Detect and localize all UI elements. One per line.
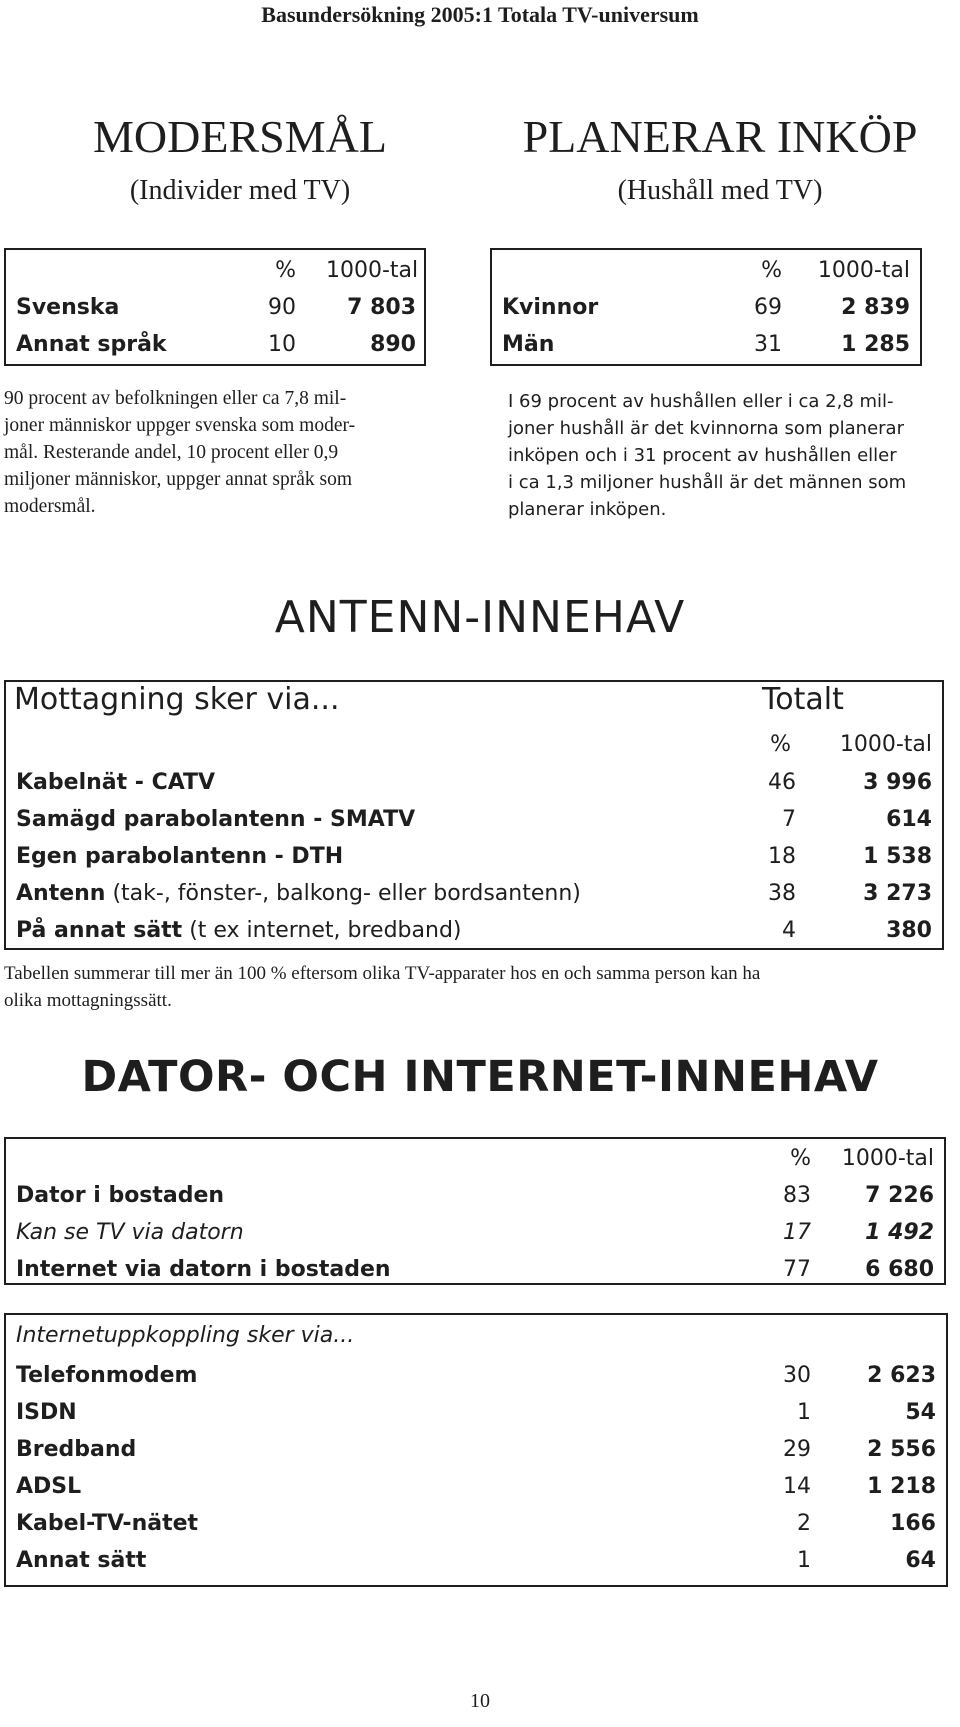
text-line: modersmål. <box>4 496 96 517</box>
row-label: Kan se TV via datorn <box>16 1220 244 1245</box>
row-label: Telefonmodem <box>16 1363 198 1388</box>
text-line: 90 procent av befolkningen eller ca 7,8 mil- <box>4 388 347 409</box>
row-pct: 30 <box>783 1363 811 1388</box>
row-label <box>16 770 215 795</box>
antenn-title: ANTENN-INNEHAV <box>274 592 686 643</box>
row-num: 54 <box>905 1400 936 1425</box>
row-pct: 7 <box>782 807 796 832</box>
col-pct-header: % <box>275 258 296 283</box>
row-pct: 83 <box>783 1183 811 1208</box>
antenn-table <box>4 680 944 950</box>
row-label-main: Egen parabolantenn - DTH <box>16 844 344 869</box>
row-label: Kabel-TV-nätet <box>16 1511 199 1536</box>
row-num: 1 538 <box>863 844 932 869</box>
row-label: ISDN <box>16 1400 77 1425</box>
row-label: Internet via datorn i bostaden <box>16 1257 391 1282</box>
row-label: ADSL <box>16 1474 82 1499</box>
row-label <box>16 918 462 943</box>
planerar-table <box>490 248 922 366</box>
row-label-main: Kabelnät - CATV <box>16 770 216 795</box>
row-label-main: På annat sätt <box>16 918 183 943</box>
row-num: 6 680 <box>865 1257 934 1282</box>
row-label <box>16 807 415 832</box>
col-num-header: 1000-tal <box>839 732 932 757</box>
row-label: Svenska <box>16 295 120 320</box>
row-pct: 69 <box>754 295 782 320</box>
text-line: joner människor uppger svenska som moder- <box>4 415 356 436</box>
dator-table <box>4 1137 946 1285</box>
internet-table <box>4 1313 948 1587</box>
row-label-main: Antenn <box>16 881 106 906</box>
row-label: Dator i bostaden <box>16 1183 225 1208</box>
col-num-header: 1000-tal <box>817 258 910 283</box>
row-pct: 1 <box>797 1548 811 1573</box>
row-pct: 38 <box>768 881 796 906</box>
col-num-header: 1000-tal <box>841 1146 934 1171</box>
row-pct: 14 <box>783 1474 811 1499</box>
text-line: olika mottagningssätt. <box>4 990 172 1011</box>
row-num: 7 803 <box>347 295 416 320</box>
planerar-subtitle: (Hushåll med TV) <box>617 175 823 206</box>
row-pct: 31 <box>754 332 782 357</box>
row-pct: 4 <box>782 918 796 943</box>
modersmal-title: MODERSMÅL <box>93 111 387 162</box>
row-num: 64 <box>905 1548 936 1573</box>
row-pct: 17 <box>783 1220 811 1245</box>
planerar-title: PLANERAR INKÖP <box>522 111 918 162</box>
text-line: miljoner människor, uppger annat språk som <box>4 469 352 490</box>
text-line: joner hushåll är det kvinnorna som planerar <box>508 418 904 439</box>
col-pct-header: % <box>770 732 791 757</box>
row-num: 2 556 <box>867 1437 936 1462</box>
row-num: 3 996 <box>863 770 932 795</box>
row-label-detail: (t ex internet, bredband) <box>182 918 462 943</box>
row-label: Annat språk <box>16 332 167 357</box>
row-label: Annat sätt <box>16 1548 147 1573</box>
row-pct: 10 <box>268 332 296 357</box>
col-pct-header: % <box>790 1146 811 1171</box>
page-header: Basundersökning 2005:1 Totala TV-universum <box>261 2 699 27</box>
row-num: 3 273 <box>863 881 932 906</box>
row-pct: 46 <box>768 770 796 795</box>
row-label <box>16 881 581 906</box>
row-num: 1 218 <box>867 1474 936 1499</box>
modersmal-subtitle: (Individer med TV) <box>129 175 351 206</box>
row-pct: 1 <box>797 1400 811 1425</box>
dator-title: DATOR- OCH INTERNET-INNEHAV <box>81 1052 879 1102</box>
row-num: 614 <box>886 807 932 832</box>
row-pct: 77 <box>783 1257 811 1282</box>
text-line: Tabellen summerar till mer än 100 % eftersom olika TV-apparater hos en och samma person kan ha <box>4 963 761 984</box>
internet-heading-text: Internetuppkoppling sker via... <box>16 1323 355 1348</box>
row-num: 380 <box>886 918 932 943</box>
row-label-main: Samägd parabolantenn - SMATV <box>16 807 416 832</box>
row-label: Kvinnor <box>502 295 599 320</box>
antenn-box-heading: Mottagning sker via... <box>14 682 340 717</box>
row-label: Män <box>502 332 555 357</box>
row-label-detail: (tak-, fönster-, balkong- eller bordsantenn) <box>105 881 581 906</box>
row-num: 890 <box>370 332 416 357</box>
row-num: 166 <box>890 1511 936 1536</box>
col-num-header: 1000-tal <box>326 258 419 283</box>
col-pct-header: % <box>761 258 782 283</box>
antenn-note <box>4 960 954 1014</box>
modersmal-table <box>4 248 426 366</box>
row-pct: 18 <box>768 844 796 869</box>
text-line: I 69 procent av hushållen eller i ca 2,8 mil- <box>508 391 894 412</box>
text-line: mål. Resterande andel, 10 procent eller 0,9 <box>4 442 339 463</box>
modersmal-description <box>4 385 444 520</box>
row-num: 1 492 <box>865 1220 934 1245</box>
row-pct: 29 <box>783 1437 811 1462</box>
text-line: planerar inköpen. <box>508 499 667 520</box>
row-num: 2 623 <box>867 1363 936 1388</box>
row-label <box>16 844 343 869</box>
planerar-description <box>508 388 948 523</box>
row-pct: 2 <box>797 1511 811 1536</box>
antenn-totalt-label: Totalt <box>762 682 844 717</box>
page-number: 10 <box>470 1690 490 1712</box>
row-pct: 90 <box>268 295 296 320</box>
text-line: i ca 1,3 miljoner hushåll är det männen som <box>508 472 907 493</box>
row-num: 2 839 <box>841 295 910 320</box>
text-line: inköpen och i 31 procent av hushållen eller <box>508 445 897 466</box>
row-label: Bredband <box>16 1437 137 1462</box>
row-num: 1 285 <box>841 332 910 357</box>
row-num: 7 226 <box>865 1183 934 1208</box>
